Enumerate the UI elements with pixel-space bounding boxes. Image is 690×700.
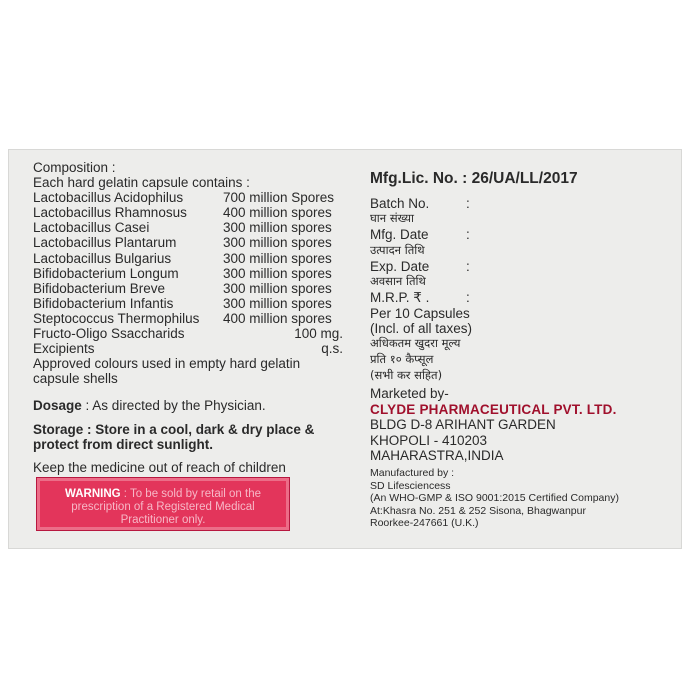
warning-line1: : To be sold by retail on the: [120, 488, 262, 500]
exp-date-label: Exp. Date: [370, 258, 430, 274]
ingredient-quantity: 100 mg.: [294, 326, 343, 342]
ingredient-quantity: 300 million spores: [223, 220, 332, 236]
batch-label: Batch No.: [370, 196, 430, 211]
batch-info-column: [370, 170, 670, 530]
batch-colon: :: [466, 196, 470, 211]
exp-date-colon: :: [466, 258, 470, 274]
exp-date-field: [370, 259, 670, 274]
ingredient-name: Bifidobacterium Longum: [33, 265, 179, 281]
company-address-line2: KHOPOLI - 410203: [370, 432, 488, 448]
ingredient-quantity: 400 million spores: [223, 205, 332, 221]
ingredient-row: [33, 235, 353, 250]
ingredient-row: [33, 220, 353, 235]
mrp-label: M.R.P. ₹ .: [370, 290, 430, 306]
ingredient-list: [33, 190, 353, 356]
company-address-line3: MAHARASTRA,INDIA: [370, 448, 504, 464]
dosage-label: Dosage: [33, 398, 82, 414]
mrp-field: [370, 290, 670, 305]
mfg-date-colon: :: [466, 227, 470, 243]
warning-line2: prescription of a Registered Medical: [71, 501, 255, 513]
ingredient-quantity: 300 million spores: [223, 280, 332, 296]
ingredient-quantity: 300 million spores: [223, 295, 332, 311]
ingredient-name: Lactobacillus Acidophilus: [33, 190, 184, 206]
mrp-hindi-line2: प्रति १० कैप्सूल: [370, 352, 434, 367]
exp-date-hindi: अवसान तिथि: [370, 274, 426, 289]
company-address-line1: BLDG D-8 ARIHANT GARDEN: [370, 417, 556, 433]
ingredient-name: Lactobacillus Casei: [33, 220, 150, 236]
manufacturer-name: SD Lifesciencess: [370, 479, 451, 492]
per-capsules: Per 10 Capsules: [370, 305, 470, 321]
manufactured-by-label: Manufactured by :: [370, 467, 455, 480]
storage-line1: Storage : Store in a cool, dark & dry place &: [33, 421, 315, 437]
ingredient-row: [33, 205, 353, 220]
composition-heading: Composition :: [33, 160, 116, 175]
warning-box: [36, 477, 290, 531]
manufacturer-address-line1: At:Khasra No. 251 & 252 Sisona, Bhagwanpur: [370, 504, 586, 517]
batch-field: [370, 196, 670, 211]
ingredient-quantity: 300 million spores: [223, 250, 332, 266]
mfg-date-field: [370, 227, 670, 242]
ingredient-name: Bifidobacterium Infantis: [33, 295, 174, 311]
dosage-text: : As directed by the Physician.: [85, 398, 266, 414]
mrp-hindi-line1: अधिकतम खुदरा मूल्य: [370, 336, 461, 351]
ingredient-name: Lactobacillus Bulgarius: [33, 250, 172, 266]
batch-hindi: घान संख्या: [370, 211, 414, 226]
colours-note-line1: Approved colours used in empty hard gelatin: [33, 356, 301, 372]
mrp-hindi-line3: (सभी कर सहित): [370, 368, 443, 383]
manufacturer-certification: (An WHO-GMP & ISO 9001:2015 Certified Company): [370, 492, 619, 505]
keep-away-notice: Keep the medicine out of reach of children: [33, 459, 286, 475]
colours-note-line2: capsule shells: [33, 371, 118, 387]
dosage-line: [33, 398, 353, 413]
mrp-colon: :: [466, 290, 470, 306]
ingredient-row: [33, 190, 353, 205]
storage-line2: protect from direct sunlight.: [33, 436, 214, 452]
ingredient-row: [33, 326, 353, 341]
ingredient-name: Steptococcus Thermophilus: [33, 310, 200, 326]
ingredient-name: Excipients: [33, 341, 95, 357]
ingredient-quantity: 700 million Spores: [223, 190, 335, 206]
ingredient-quantity: 400 million spores: [223, 310, 332, 326]
ingredient-name: Bifidobacterium Breve: [33, 280, 166, 296]
medicine-label-panel: [9, 150, 681, 548]
marketed-by-label: Marketed by-: [370, 386, 449, 402]
incl-taxes: (Incl. of all taxes): [370, 321, 473, 337]
composition-intro: Each hard gelatin capsule contains :: [33, 175, 250, 191]
ingredient-row: [33, 311, 353, 326]
ingredient-name: Lactobacillus Plantarum: [33, 235, 177, 251]
ingredient-row: [33, 296, 353, 311]
ingredient-row: [33, 251, 353, 266]
composition-column: [33, 160, 353, 475]
ingredient-quantity: q.s.: [321, 341, 343, 357]
manufacturer-address-line2: Roorkee-247661 (U.K.): [370, 517, 479, 530]
warning-word: WARNING: [64, 488, 121, 500]
ingredient-row: [33, 281, 353, 296]
mfg-date-hindi: उत्पादन तिथि: [370, 242, 425, 257]
ingredient-row: [33, 341, 353, 356]
mfg-date-label: Mfg. Date: [370, 227, 429, 243]
company-name: CLYDE PHARMACEUTICAL PVT. LTD.: [370, 401, 617, 417]
ingredient-row: [33, 266, 353, 281]
warning-line3: Practitioner only.: [120, 514, 206, 526]
ingredient-quantity: 300 million spores: [223, 265, 332, 281]
ingredient-quantity: 300 million spores: [223, 235, 332, 251]
ingredient-name: Fructo-Oligo Ssaccharids: [33, 326, 185, 342]
ingredient-name: Lactobacillus Rhamnosus: [33, 205, 187, 221]
mfg-license-number: Mfg.Lic. No. : 26/UA/LL/2017: [370, 170, 578, 187]
